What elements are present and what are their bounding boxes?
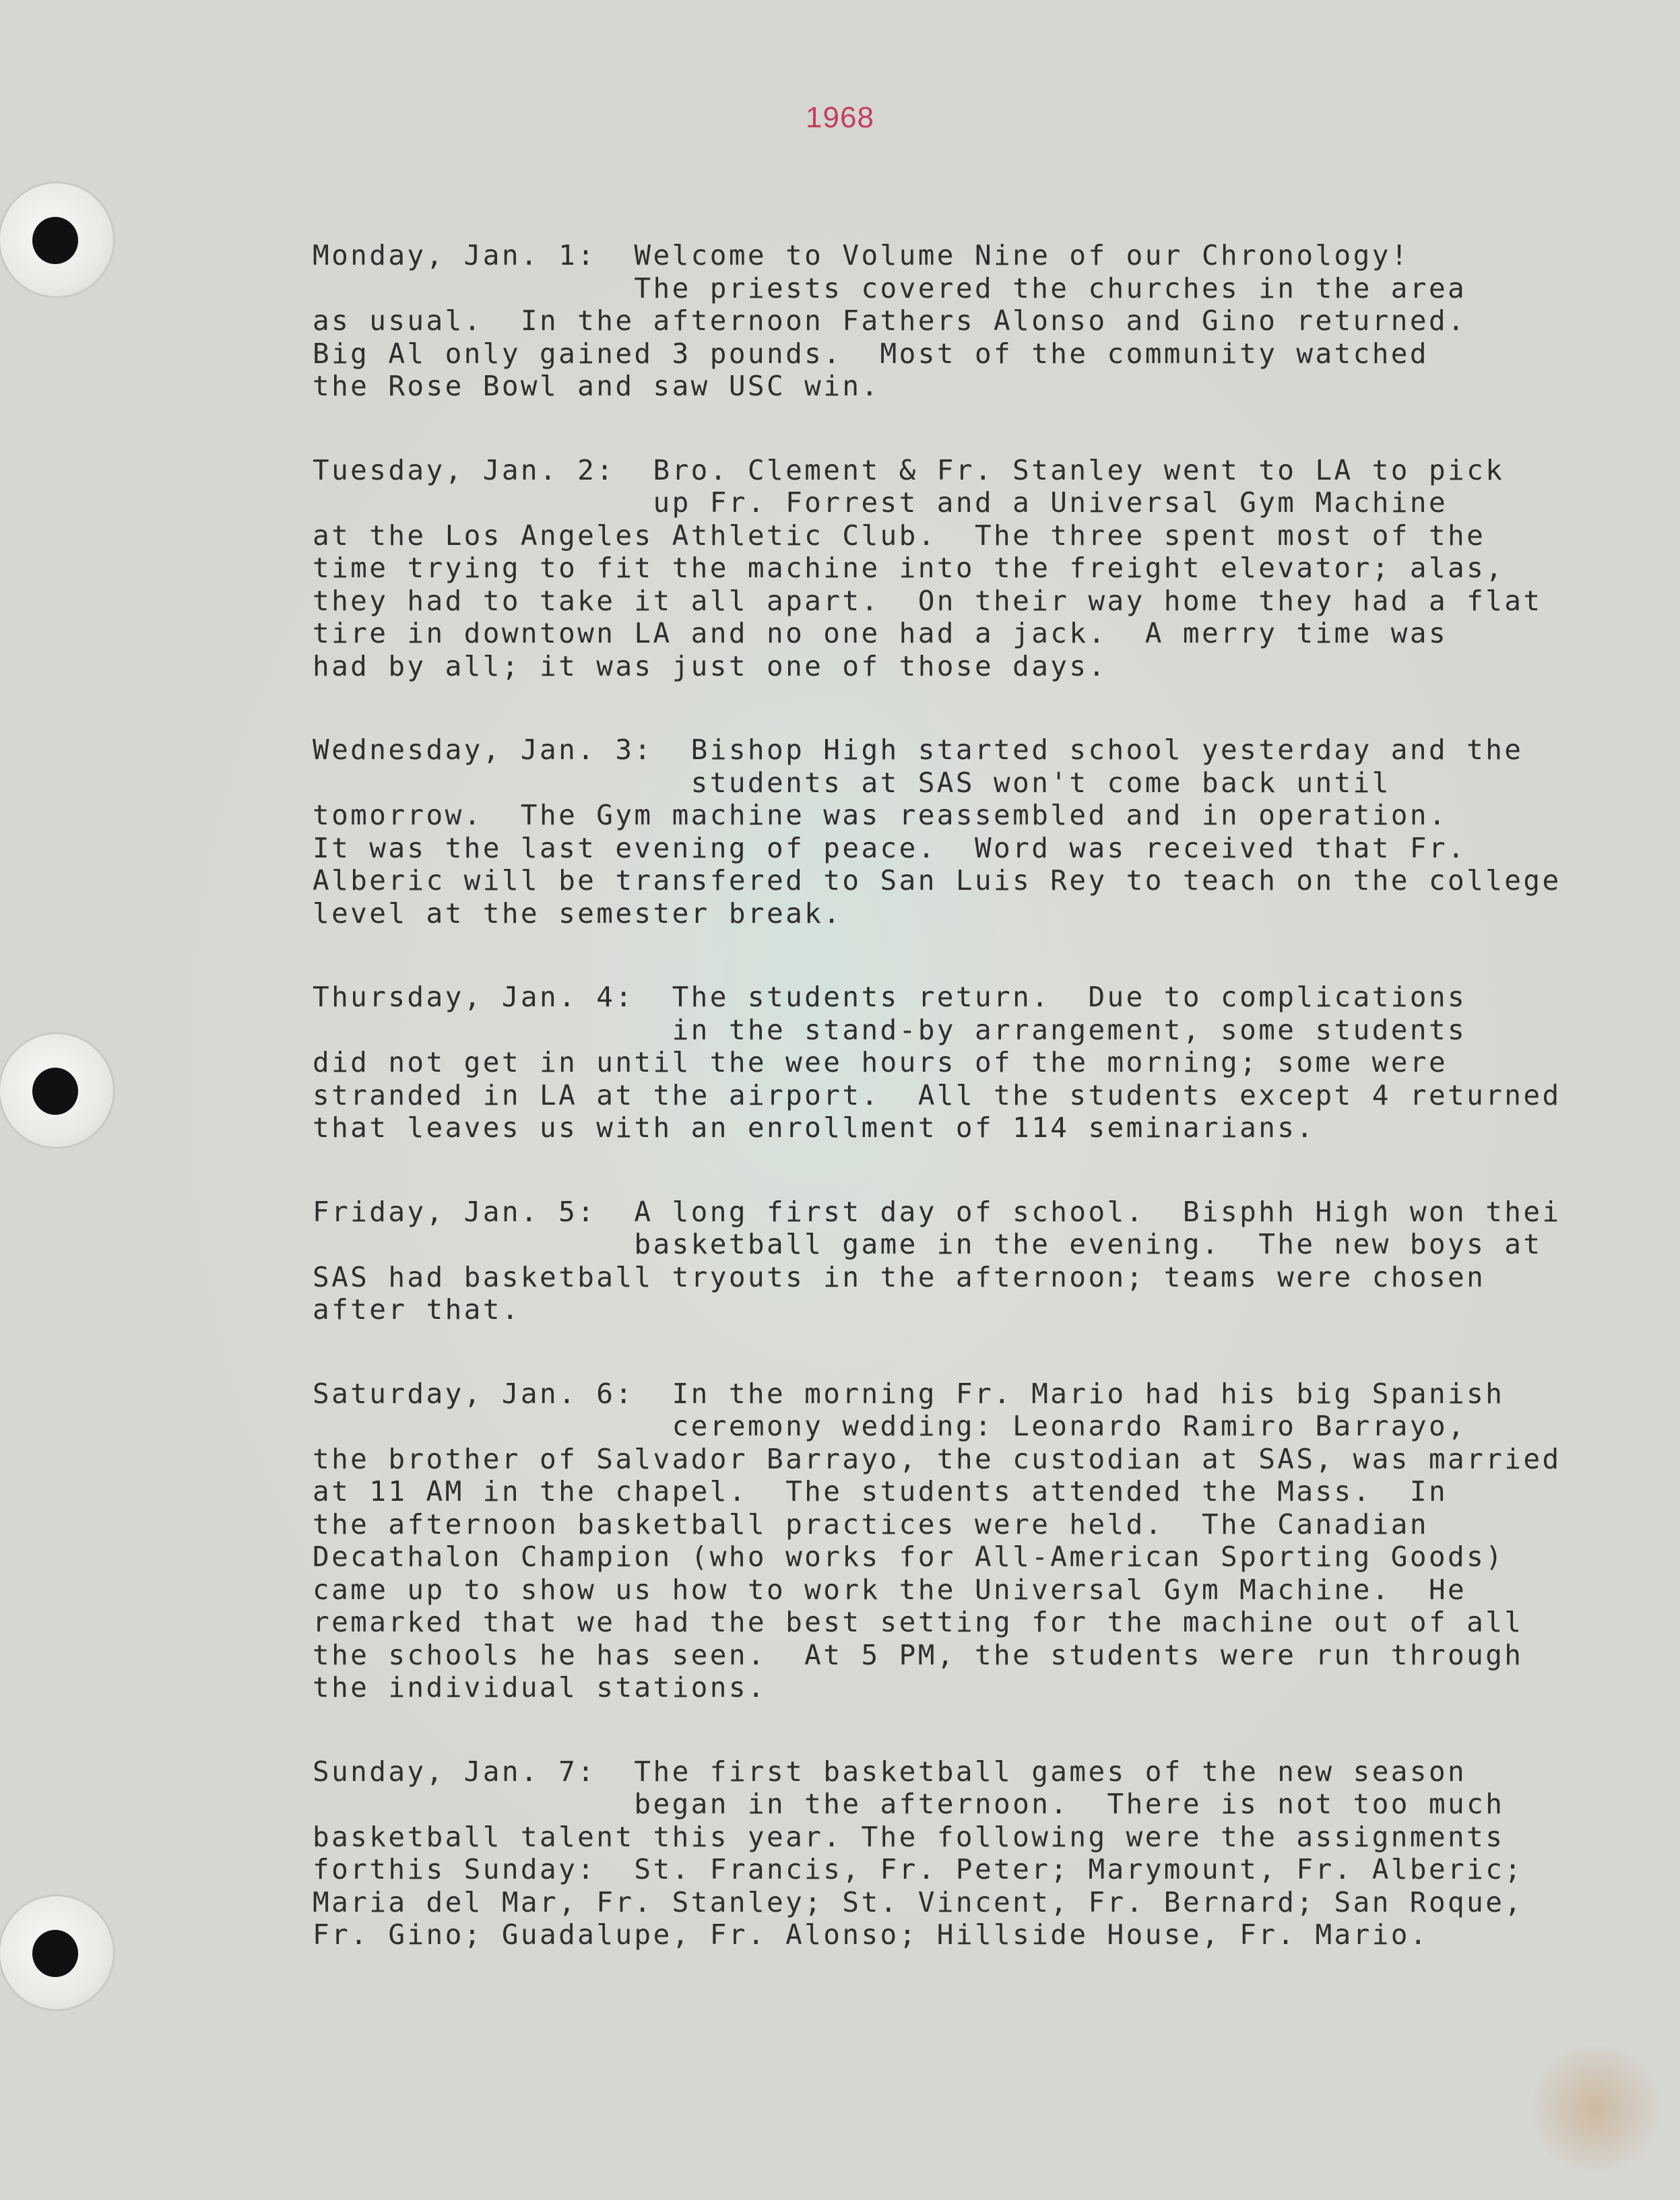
binder-hole-middle	[0, 1034, 113, 1147]
entry-line: began in the afternoon. There is not too much	[313, 1788, 1505, 1820]
entry-line: The priests covered the churches in the area	[313, 271, 1467, 304]
entry-line: Fr. Gino; Guadalupe, Fr. Alonso; Hillside House, Fr. Mario.	[313, 1918, 1429, 1951]
entry-jan-2	[313, 454, 1680, 683]
entry-jan-1	[313, 239, 1680, 403]
entry-line: Sunday, Jan. 7: The first basketball games of the new season	[313, 1755, 1467, 1788]
entry-line: Tuesday, Jan. 2: Bro. Clement & Fr. Stanley went to LA to pick	[313, 453, 1505, 486]
entry-line: the schools he has seen. At 5 PM, the students were run through	[313, 1638, 1524, 1671]
entry-line: after that.	[313, 1293, 521, 1326]
entry-line: Alberic will be transfered to San Luis Rey to teach on the college	[313, 864, 1561, 897]
entry-line: the individual stations.	[313, 1671, 767, 1704]
entry-line: Maria del Mar, Fr. Stanley; St. Vincent, Fr. Bernard; San Roque,	[313, 1885, 1524, 1918]
entry-line: did not get in until the wee hours of the morning; some were	[313, 1046, 1448, 1078]
entry-jan-7	[313, 1755, 1680, 1951]
entry-jan-5	[313, 1196, 1680, 1326]
entry-line: SAS had basketball tryouts in the afternoon; teams were chosen	[313, 1260, 1486, 1293]
entry-line: Friday, Jan. 5: A long first day of school. Bisphh High won thei	[313, 1195, 1561, 1228]
entry-line: as usual. In the afternoon Fathers Alonso and Gino returned.	[313, 304, 1467, 337]
entry-line: they had to take it all apart. On their way home they had a flat	[313, 584, 1543, 617]
entry-line: It was the last evening of peace. Word was received that Fr.	[313, 831, 1467, 864]
entry-line: remarked that we had the best setting for the machine out of all	[313, 1606, 1524, 1638]
entry-jan-6	[313, 1378, 1680, 1704]
binder-hole-top	[0, 183, 113, 296]
entry-line: in the stand-by arrangement, some students	[313, 1013, 1467, 1046]
entry-line: Monday, Jan. 1: Welcome to Volume Nine of our Chronology!	[313, 239, 1410, 271]
entry-line: the brother of Salvador Barrayo, the custodian at SAS, was married	[313, 1442, 1561, 1475]
entry-line: Saturday, Jan. 6: In the morning Fr. Mario had his big Spanish	[313, 1377, 1505, 1410]
entry-line: at the Los Angeles Athletic Club. The three spent most of the	[313, 519, 1486, 552]
entry-line: Big Al only gained 3 pounds. Most of the community watched	[313, 337, 1429, 370]
entry-line: tomorrow. The Gym machine was reassembled and in operation.	[313, 799, 1448, 831]
entry-line: up Fr. Forrest and a Universal Gym Machine	[313, 486, 1448, 519]
paper-stain	[1525, 2045, 1667, 2173]
page-year-heading: 1968	[806, 101, 874, 134]
chronology-entries	[313, 239, 1680, 2003]
entry-line: Decathalon Champion (who works for All-American Sporting Goods)	[313, 1541, 1505, 1573]
entry-line: basketball talent this year. The following were the assignments	[313, 1820, 1505, 1853]
entry-line: stranded in LA at the airport. All the students except 4 returned	[313, 1078, 1561, 1111]
entry-line: students at SAS won't come back until	[313, 766, 1391, 799]
entry-line: had by all; it was just one of those days.	[313, 649, 1107, 682]
entry-jan-4	[313, 981, 1680, 1144]
entry-line: Thursday, Jan. 4: The students return. Due to complications	[313, 981, 1467, 1013]
entry-line: level at the semester break.	[313, 897, 843, 930]
entry-jan-3	[313, 734, 1680, 930]
entry-line: at 11 AM in the chapel. The students attended the Mass. In	[313, 1475, 1448, 1508]
entry-line: tire in downtown LA and no one had a jack. A merry time was	[313, 617, 1448, 649]
binder-hole-bottom	[0, 1896, 113, 2009]
entry-line: ceremony wedding: Leonardo Ramiro Barrayo,	[313, 1410, 1467, 1442]
entry-line: that leaves us with an enrollment of 114 seminarians.	[313, 1111, 1316, 1144]
entry-line: basketball game in the evening. The new boys at	[313, 1228, 1543, 1260]
entry-line: the Rose Bowl and saw USC win.	[313, 370, 880, 402]
entry-line: forthis Sunday: St. Francis, Fr. Peter; Marymount, Fr. Alberic;	[313, 1853, 1524, 1885]
entry-line: time trying to fit the machine into the freight elevator; alas,	[313, 552, 1505, 584]
entry-line: the afternoon basketball practices were held. The Canadian	[313, 1508, 1429, 1541]
entry-line: Wednesday, Jan. 3: Bishop High started school yesterday and the	[313, 734, 1524, 766]
entry-line: came up to show us how to work the Universal Gym Machine. He	[313, 1573, 1467, 1606]
